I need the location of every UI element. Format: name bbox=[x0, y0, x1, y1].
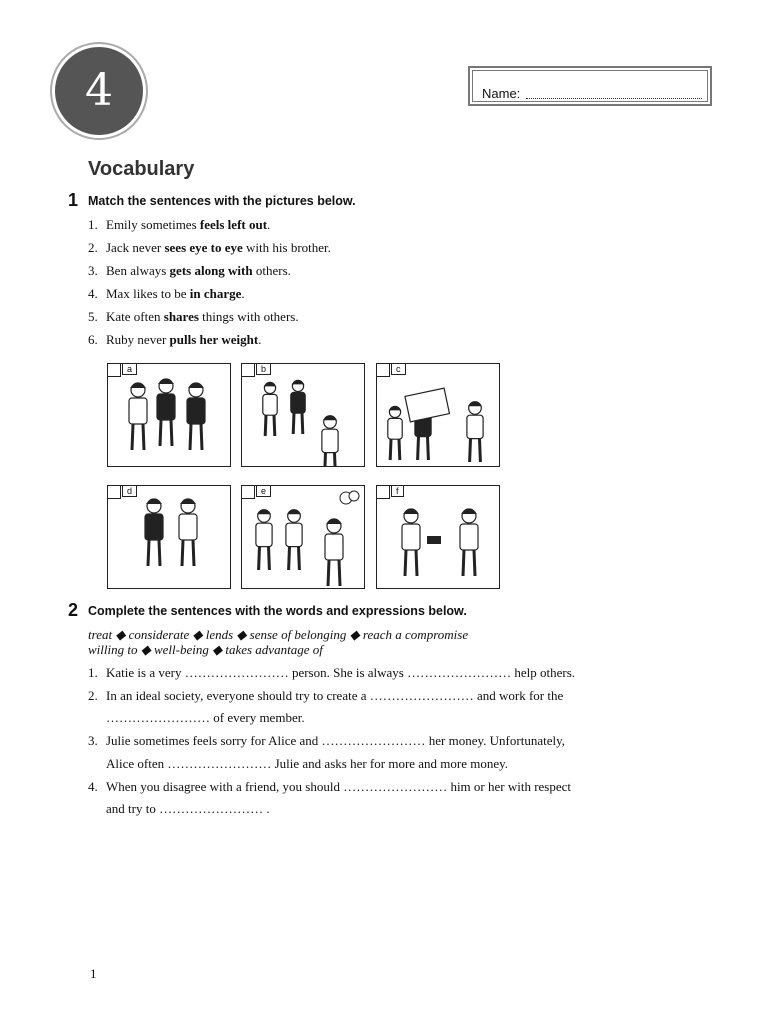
item-number: 5. bbox=[88, 309, 98, 324]
exercise-2-line bbox=[88, 688, 563, 704]
item-text: Max likes to be bbox=[106, 286, 190, 301]
picture-letter: f bbox=[391, 486, 404, 497]
exercise-2-line bbox=[88, 801, 270, 817]
answer-box[interactable] bbox=[108, 486, 121, 499]
exercise-1-item bbox=[88, 332, 261, 348]
name-field[interactable] bbox=[468, 66, 712, 106]
item-number: 3. bbox=[88, 263, 98, 278]
answer-box[interactable] bbox=[377, 364, 390, 377]
exercise-1-item bbox=[88, 240, 331, 256]
exercise-1-item bbox=[88, 286, 245, 302]
exercise-2-line bbox=[88, 710, 305, 726]
picture-letter: a bbox=[122, 364, 137, 375]
picture-c bbox=[376, 363, 500, 467]
illustration bbox=[242, 486, 365, 589]
page-number: 1 bbox=[90, 966, 97, 981]
name-label: Name: bbox=[482, 86, 521, 101]
item-text-end: . bbox=[258, 332, 262, 347]
exercise-2-number: 2 bbox=[68, 600, 79, 620]
picture-letter: b bbox=[256, 364, 271, 375]
item-phrase: in charge bbox=[189, 286, 242, 301]
item-number: 4. bbox=[88, 286, 98, 301]
line-text: and try to …………………… . bbox=[106, 801, 270, 817]
item-phrase: shares bbox=[163, 309, 199, 324]
section-title: Vocabulary bbox=[88, 158, 195, 180]
picture-d bbox=[107, 485, 231, 589]
exercise-2-line bbox=[88, 665, 575, 681]
name-dotted-line bbox=[526, 98, 702, 99]
picture-letter: e bbox=[256, 486, 271, 497]
item-text: Ruby never bbox=[106, 332, 170, 347]
exercise-2-line bbox=[88, 756, 508, 772]
answer-box[interactable] bbox=[108, 364, 121, 377]
line-text: In an ideal society, everyone should try to create a …………………… and work for the bbox=[106, 687, 564, 703]
illustration bbox=[108, 364, 231, 467]
item-phrase: pulls her weight bbox=[169, 332, 259, 347]
exercise-1-number: 1 bbox=[68, 190, 79, 210]
word-bank-line-1: treat ◆ considerate ◆ lends ◆ sense of belonging ◆ reach a compromise bbox=[88, 627, 469, 642]
item-text-end: . bbox=[267, 217, 271, 232]
line-text: …………………… of every member. bbox=[106, 710, 305, 726]
picture-e bbox=[241, 485, 365, 589]
illustration bbox=[377, 364, 500, 467]
line-text: Katie is a very …………………… person. She is always …………………… help others. bbox=[106, 665, 576, 680]
unit-badge bbox=[52, 44, 146, 138]
item-text: Jack never bbox=[106, 240, 165, 255]
item-number: 2. bbox=[88, 240, 98, 255]
exercise-1-item bbox=[88, 263, 291, 279]
item-phrase: gets along with bbox=[169, 263, 253, 278]
illustration bbox=[108, 486, 231, 589]
answer-box[interactable] bbox=[377, 486, 390, 499]
unit-number: 4 bbox=[85, 65, 113, 116]
exercise-2-instruction: Complete the sentences with the words and expressions below. bbox=[88, 604, 467, 618]
word-bank-line-2: willing to ◆ well-being ◆ takes advantage of bbox=[88, 642, 323, 657]
item-text: Ben always bbox=[106, 263, 170, 278]
item-number: 6. bbox=[88, 332, 98, 347]
item-phrase: sees eye to eye bbox=[164, 240, 243, 255]
item-phrase: feels left out bbox=[199, 217, 268, 232]
answer-box[interactable] bbox=[242, 364, 255, 377]
item-number: 1. bbox=[88, 217, 98, 232]
item-text: Emily sometimes bbox=[106, 217, 200, 232]
line-number: 1. bbox=[88, 665, 98, 680]
answer-box[interactable] bbox=[242, 486, 255, 499]
picture-b bbox=[241, 363, 365, 467]
line-number: 2. bbox=[88, 687, 98, 703]
exercise-2-line bbox=[88, 779, 571, 795]
item-text-end: things with others. bbox=[198, 309, 299, 324]
picture-a bbox=[107, 363, 231, 467]
line-text: When you disagree with a friend, you should …………………… him or her with respect bbox=[106, 778, 572, 794]
line-number: 4. bbox=[88, 778, 98, 794]
illustration bbox=[242, 364, 365, 467]
illustration bbox=[377, 486, 500, 589]
line-text: Julie sometimes feels sorry for Alice and …………………… her money. Unfortunately, bbox=[106, 733, 565, 749]
exercise-1-item bbox=[88, 309, 299, 325]
exercise-1-item bbox=[88, 217, 270, 233]
item-text-end: . bbox=[241, 286, 245, 301]
exercise-2-line bbox=[88, 733, 565, 749]
picture-letter: d bbox=[122, 486, 137, 497]
exercise-1-instruction: Match the sentences with the pictures below. bbox=[88, 194, 356, 208]
item-text-end: with his brother. bbox=[242, 240, 331, 255]
item-text: Kate often bbox=[106, 309, 164, 324]
item-text-end: others. bbox=[252, 263, 291, 278]
picture-letter: c bbox=[391, 364, 406, 375]
line-number: 3. bbox=[88, 733, 98, 749]
picture-f bbox=[376, 485, 500, 589]
line-text: Alice often …………………… Julie and asks her for more and more money. bbox=[106, 755, 509, 771]
